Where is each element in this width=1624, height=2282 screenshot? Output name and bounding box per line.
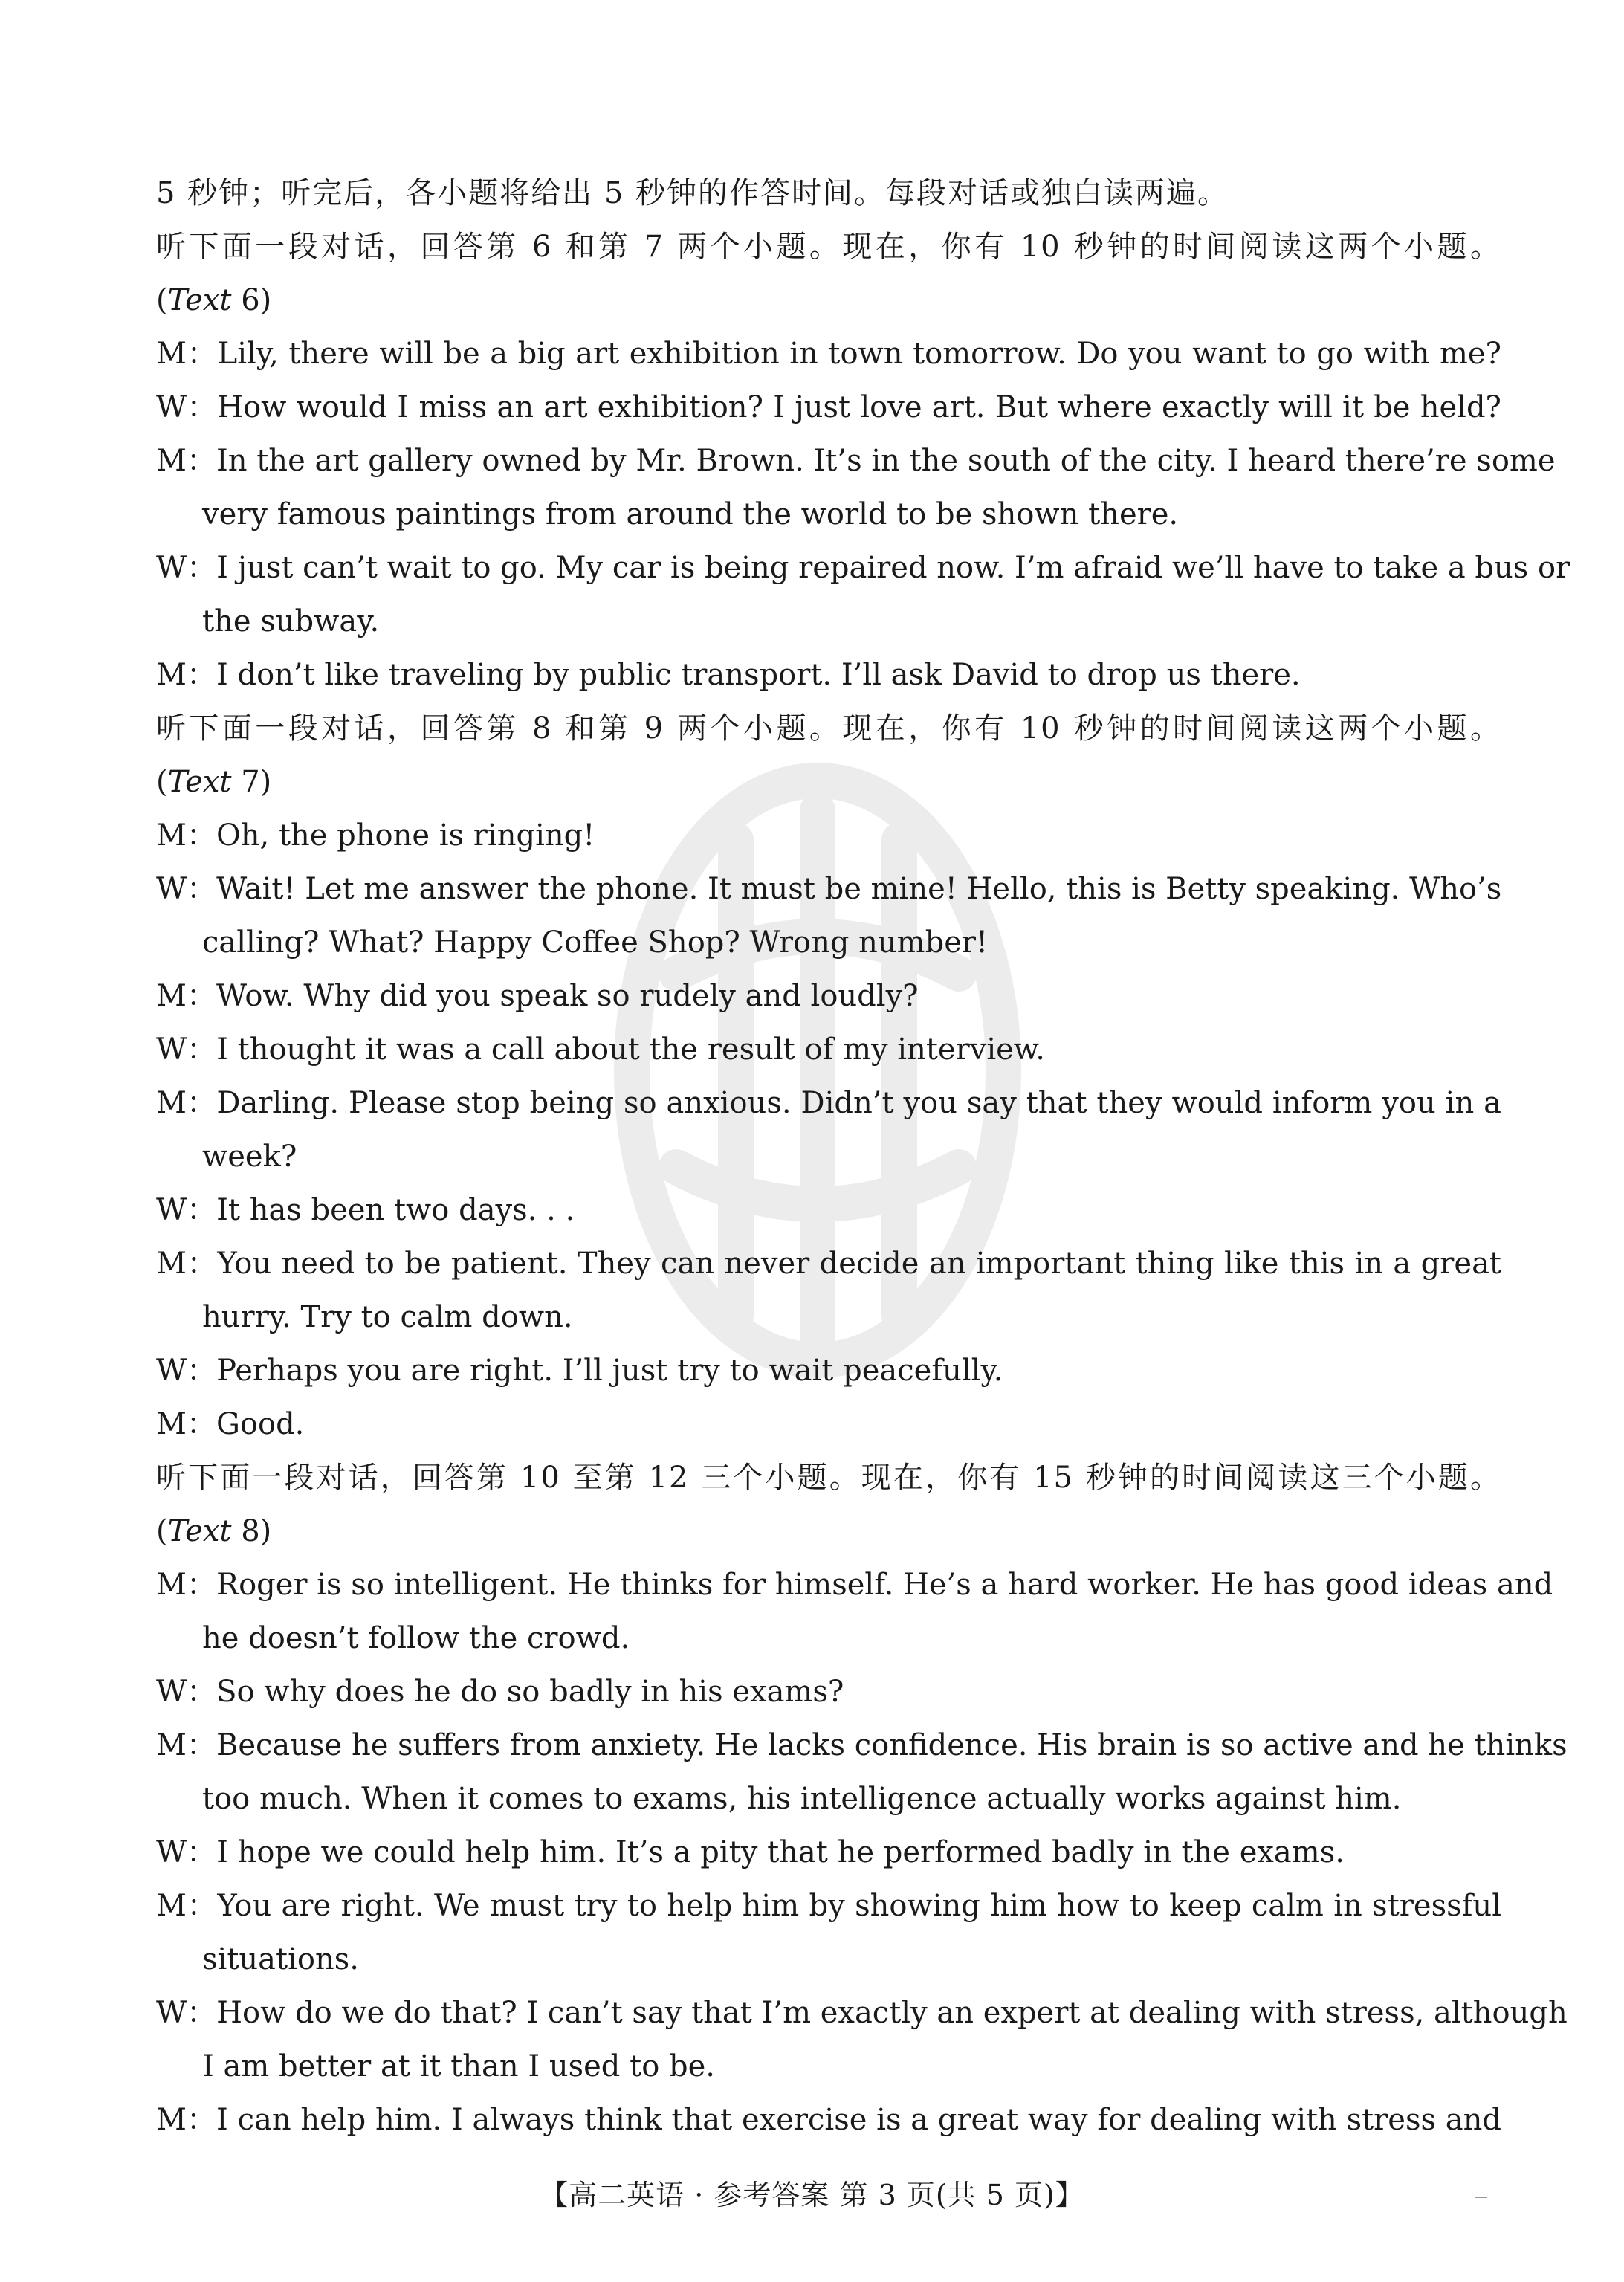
- dialogue-line: M：Darling. Please stop being so anxious. Didn’t you say that they would inform you in a: [156, 1086, 1501, 1120]
- text-label: (Text 8): [156, 1514, 272, 1548]
- page-footer: 【高二英语 · 参考答案 第 3 页(共 5 页)】: [540, 2179, 1084, 2211]
- footer-mark: [1475, 2197, 1487, 2198]
- dialogue-line: situations.: [202, 1942, 359, 1976]
- instruction-line: 5 秒钟；听完后，各小题将给出 5 秒钟的作答时间。每段对话或独白读两遍。: [156, 176, 1229, 210]
- dialogue-line: W：I just can’t wait to go. My car is being repaired now. I’m afraid we’ll have to take a bus or: [156, 551, 1570, 585]
- instruction-line: 听下面一段对话，回答第 8 和第 9 两个小题。现在，你有 10 秒钟的时间阅读这两个小题。: [156, 711, 1501, 746]
- dialogue-line: M：Lily, there will be a big art exhibition in town tomorrow. Do you want to go with me?: [156, 337, 1501, 371]
- dialogue-line: W：How do we do that? I can’t say that I’m exactly an expert at dealing with stress, although: [156, 1996, 1568, 2030]
- dialogue-line: he doesn’t follow the crowd.: [202, 1621, 630, 1655]
- dialogue-line: very famous paintings from around the world to be shown there.: [202, 497, 1179, 531]
- dialogue-line: W：Perhaps you are right. I’ll just try to wait peacefully.: [156, 1354, 1003, 1388]
- dialogue-line: M：Wow. Why did you speak so rudely and loudly?: [156, 979, 919, 1013]
- dialogue-line: week?: [202, 1140, 297, 1174]
- dialogue-line: M：You need to be patient. They can never decide an important thing like this in a great: [156, 1247, 1501, 1281]
- dialogue-line: W：So why does he do so badly in his exams?: [156, 1675, 844, 1709]
- dialogue-line: M：Roger is so intelligent. He thinks for himself. He’s a hard worker. He has good ideas and: [156, 1568, 1553, 1602]
- dialogue-line: M：You are right. We must try to help him by showing him how to keep calm in stressful: [156, 1889, 1501, 1923]
- dialogue-line: W：Wait! Let me answer the phone. It must be mine! Hello, this is Betty speaking. Who’s: [156, 872, 1502, 906]
- dialogue-line: calling? What? Happy Coffee Shop? Wrong number!: [202, 925, 989, 960]
- dialogue-line: W：I hope we could help him. It’s a pity that he performed badly in the exams.: [156, 1835, 1345, 1869]
- dialogue-line: M：I can help him. I always think that exercise is a great way for dealing with stress and: [156, 2103, 1501, 2137]
- document-body: [156, 167, 1570, 2147]
- dialogue-line: M：Good.: [156, 1407, 305, 1441]
- dialogue-line: M：I don’t like traveling by public transport. I’ll ask David to drop us there.: [156, 658, 1301, 692]
- dialogue-line: W：I thought it was a call about the result of my interview.: [156, 1032, 1045, 1067]
- dialogue-line: W：It has been two days. . .: [156, 1193, 575, 1227]
- dialogue-line: M：Oh, the phone is ringing!: [156, 818, 595, 853]
- instruction-line: 听下面一段对话，回答第 6 和第 7 两个小题。现在，你有 10 秒钟的时间阅读这两个小题。: [156, 230, 1501, 264]
- dialogue-line: too much. When it comes to exams, his intelligence actually works against him.: [202, 1782, 1402, 1816]
- dialogue-line: hurry. Try to calm down.: [202, 1300, 573, 1334]
- text-label: (Text 7): [156, 765, 272, 799]
- instruction-line: 听下面一段对话，回答第 10 至第 12 三个小题。现在，你有 15 秒钟的时间阅读这三个小题。: [156, 1461, 1501, 1495]
- dialogue-line: M：In the art gallery owned by Mr. Brown. It’s in the south of the city. I heard there’re some: [156, 444, 1556, 478]
- dialogue-line: the subway.: [202, 604, 380, 639]
- dialogue-line: W：How would I miss an art exhibition? I just love art. But where exactly will it be held?: [156, 390, 1501, 424]
- text-label: (Text 6): [156, 283, 272, 317]
- dialogue-line: I am better at it than I used to be.: [202, 2049, 715, 2084]
- dialogue-line: M：Because he suffers from anxiety. He lacks confidence. His brain is so active and he thinks: [156, 1728, 1568, 1762]
